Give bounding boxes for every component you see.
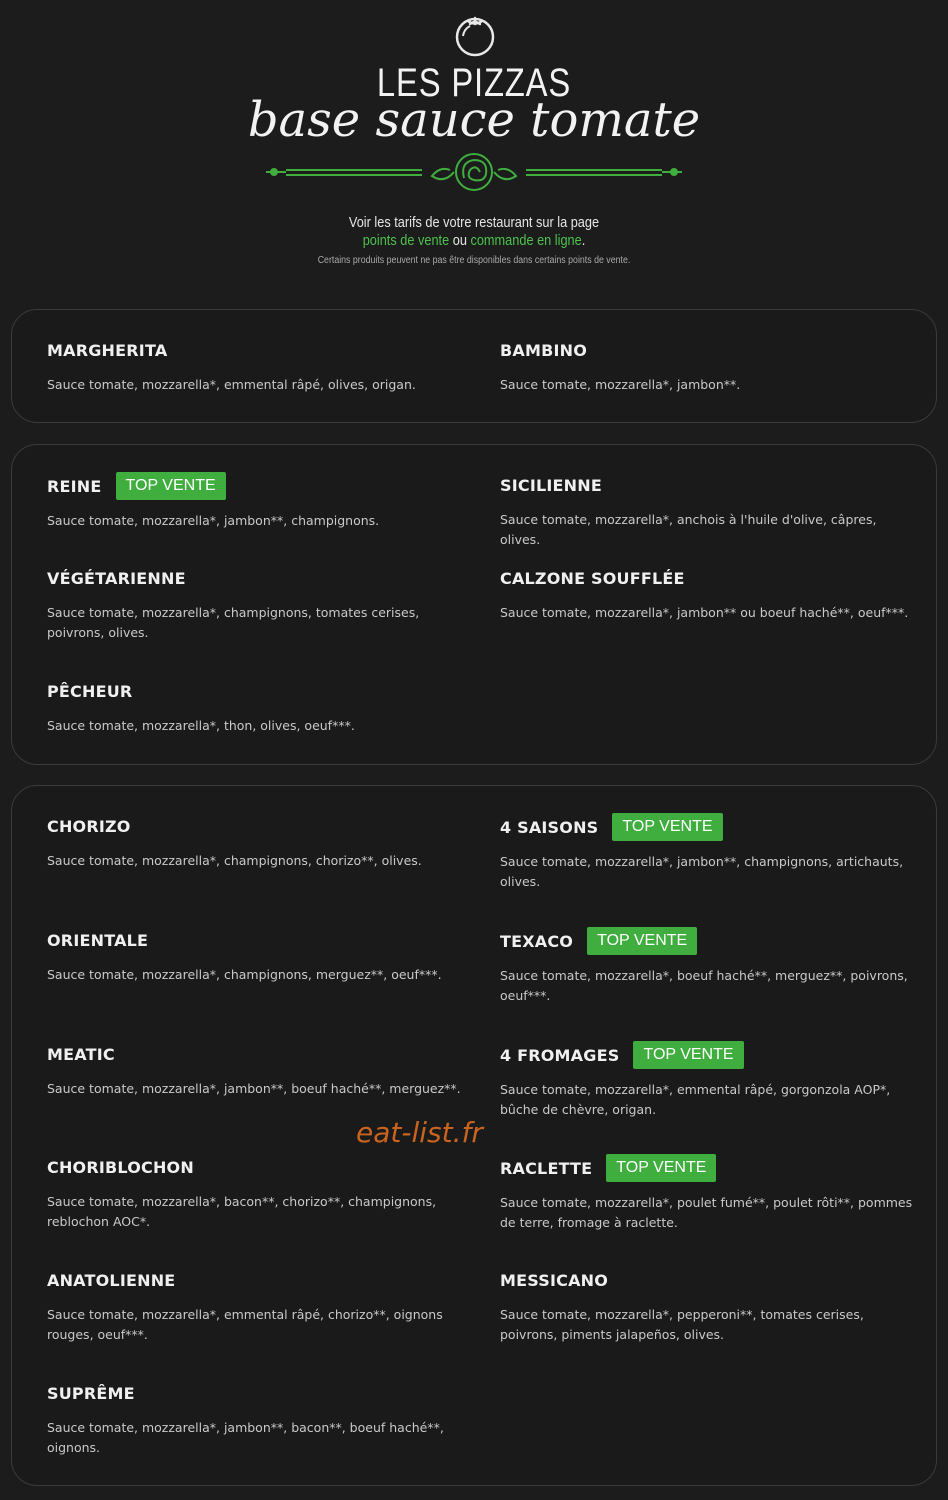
pizza-name: TEXACO bbox=[500, 931, 574, 951]
pizza-description: Sauce tomate, mozzarella*, champignons, tomates cerises, poivrons, olives. bbox=[47, 605, 420, 640]
pizza-item bbox=[47, 1039, 467, 1099]
pizza-description: Sauce tomate, mozzarella*, champignons, chorizo**, olives. bbox=[47, 853, 422, 868]
pizza-description: Sauce tomate, mozzarella*, emmental râpé, olives, origan. bbox=[47, 377, 416, 392]
pizza-item bbox=[500, 470, 920, 550]
pizza-description: Sauce tomate, mozzarella*, thon, olives, oeuf***. bbox=[47, 718, 355, 733]
pizza-description: Sauce tomate, mozzarella*, jambon**, bacon**, boeuf haché**, oignons. bbox=[47, 1420, 444, 1455]
pizza-description: Sauce tomate, mozzarella*, jambon**, champignons. bbox=[47, 513, 380, 528]
link-commande-en-ligne[interactable]: commande en ligne bbox=[470, 232, 582, 249]
pizza-name: CALZONE SOUFFLÉE bbox=[500, 568, 685, 588]
pizza-description: Sauce tomate, mozzarella*, jambon** ou boeuf haché**, oeuf***. bbox=[500, 605, 909, 620]
pizza-item bbox=[500, 926, 920, 1006]
info-period: . bbox=[581, 232, 586, 249]
pizza-description: Sauce tomate, mozzarella*, jambon**, boeuf haché**, merguez**. bbox=[47, 1081, 461, 1096]
pizza-description: Sauce tomate, mozzarella*, poulet fumé**, poulet rôti**, pommes de terre, fromage à raclette. bbox=[500, 1195, 913, 1230]
pizza-description: Sauce tomate, mozzarella*, jambon**, champignons, artichauts, olives. bbox=[500, 854, 904, 889]
availability-disclaimer: Certains produits peuvent ne pas être disponibles dans certains points de vente. bbox=[317, 255, 631, 266]
pizza-description: Sauce tomate, mozzarella*, emmental râpé, chorizo**, oignons rouges, oeuf***. bbox=[47, 1307, 443, 1342]
pizza-item bbox=[47, 1265, 467, 1345]
pizza-name: SICILIENNE bbox=[500, 475, 602, 495]
info-line: Voir les tarifs de votre restaurant sur la page bbox=[348, 214, 600, 231]
pizza-item bbox=[47, 1378, 467, 1458]
pizza-description: Sauce tomate, mozzarella*, jambon**. bbox=[500, 377, 741, 392]
pizza-item bbox=[500, 1153, 920, 1233]
menu-header bbox=[0, 0, 948, 290]
pizza-name: PÊCHEUR bbox=[47, 681, 133, 701]
pizza-item bbox=[500, 1265, 920, 1345]
pizza-name: BAMBINO bbox=[500, 340, 588, 360]
pizza-description: Sauce tomate, mozzarella*, pepperoni**, tomates cerises, poivrons, piments jalapeños, olives. bbox=[500, 1307, 864, 1342]
pizza-item bbox=[47, 471, 467, 531]
info-links bbox=[71, 232, 877, 250]
top-vente-badge: TOP VENTE bbox=[116, 472, 226, 500]
pizza-name: RACLETTE bbox=[500, 1158, 593, 1178]
top-vente-badge: TOP VENTE bbox=[612, 813, 722, 841]
pizza-description: Sauce tomate, mozzarella*, bacon**, chorizo**, champignons, reblochon AOC*. bbox=[47, 1194, 437, 1229]
site-watermark: eat-list.fr bbox=[356, 1116, 483, 1149]
restaurant-info bbox=[0, 214, 948, 269]
pizza-name: CHORIZO bbox=[47, 816, 131, 836]
pizza-description: Sauce tomate, mozzarella*, boeuf haché**, merguez**, poivrons, oeuf***. bbox=[500, 968, 908, 1003]
pizza-item bbox=[47, 925, 467, 985]
pizza-item bbox=[500, 563, 920, 623]
top-vente-badge: TOP VENTE bbox=[587, 927, 697, 955]
link-points-de-vente[interactable]: points de vente bbox=[362, 232, 450, 249]
pizza-item bbox=[500, 1040, 920, 1120]
pizza-description: Sauce tomate, mozzarella*, emmental râpé, gorgonzola AOP*, bûche de chèvre, origan. bbox=[500, 1082, 891, 1117]
pizza-description: Sauce tomate, mozzarella*, anchois à l'huile d'olive, câpres, olives. bbox=[500, 512, 877, 547]
pizza-name: MESSICANO bbox=[500, 1270, 609, 1290]
pizza-item bbox=[47, 811, 467, 871]
pizza-name: 4 FROMAGES bbox=[500, 1045, 620, 1065]
pizza-item bbox=[47, 1152, 467, 1232]
pizza-item bbox=[500, 335, 920, 395]
pizza-name: ANATOLIENNE bbox=[47, 1270, 176, 1290]
pizza-name: MEATIC bbox=[47, 1044, 115, 1064]
top-vente-badge: TOP VENTE bbox=[606, 1154, 716, 1182]
pizza-name: 4 SAISONS bbox=[500, 817, 599, 837]
page-subtitle: base sauce tomate bbox=[247, 92, 701, 148]
pizza-item bbox=[47, 676, 467, 736]
pizza-name: ORIENTALE bbox=[47, 930, 149, 950]
pizza-description: Sauce tomate, mozzarella*, champignons, merguez**, oeuf***. bbox=[47, 967, 442, 982]
top-vente-badge: TOP VENTE bbox=[633, 1041, 743, 1069]
tomato-icon bbox=[452, 12, 498, 58]
pizza-name: REINE bbox=[47, 476, 102, 496]
pizza-item bbox=[500, 812, 920, 892]
pizza-name: CHORIBLOCHON bbox=[47, 1157, 194, 1177]
pizza-item bbox=[47, 563, 467, 643]
pizza-name: SUPRÊME bbox=[47, 1383, 135, 1403]
page-title: LES PIZZAS bbox=[376, 61, 572, 105]
pizza-item bbox=[47, 335, 467, 395]
flourish-divider-icon bbox=[264, 148, 684, 196]
pizza-name: MARGHERITA bbox=[47, 340, 168, 360]
info-conjunction: ou bbox=[449, 232, 471, 249]
pizza-name: VÉGÉTARIENNE bbox=[47, 568, 186, 588]
